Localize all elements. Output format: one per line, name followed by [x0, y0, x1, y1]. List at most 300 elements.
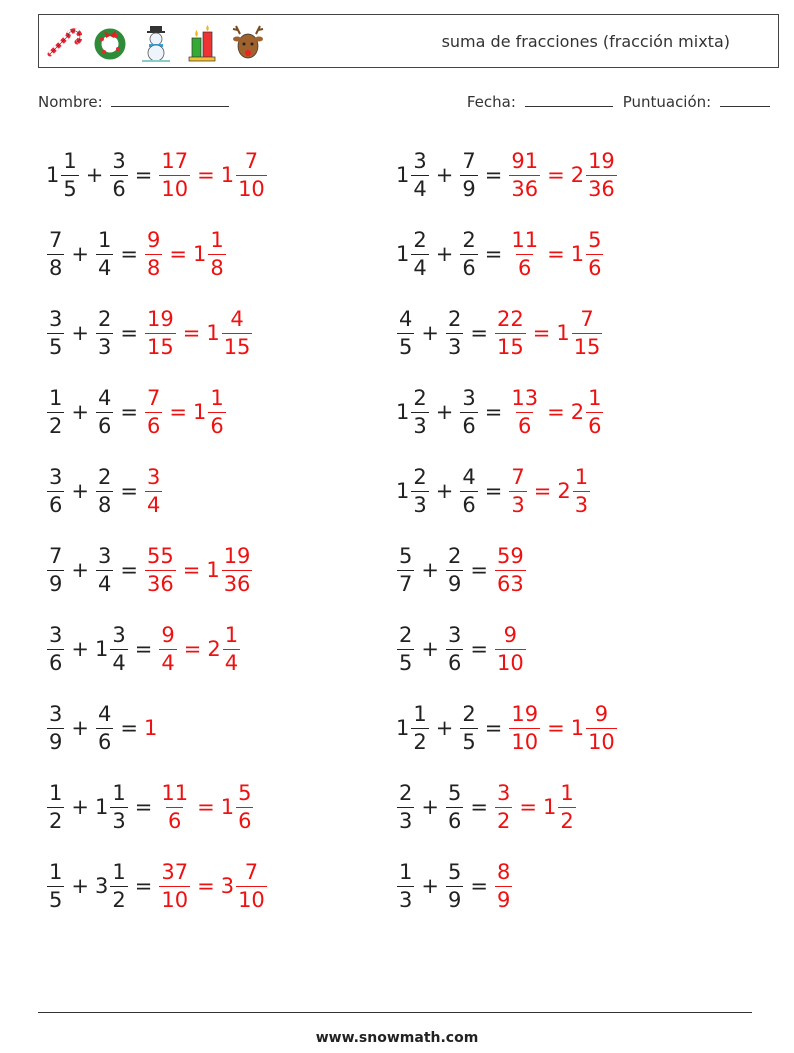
equals-sign: =: [120, 716, 138, 740]
addend-b: [459, 385, 478, 438]
fraction: [460, 148, 477, 201]
numerator: 1: [112, 780, 126, 805]
numerator: 55: [146, 543, 174, 568]
denominator: 6: [97, 729, 112, 754]
denominator: 5: [63, 176, 77, 201]
equals-sign: =: [484, 242, 503, 266]
answer-equals-sign: =: [197, 163, 215, 187]
answer-fraction: [495, 543, 526, 596]
fraction: [61, 148, 78, 201]
problem-item: [396, 772, 577, 842]
whole-number: 1: [396, 479, 410, 503]
numerator: 3: [112, 148, 126, 173]
whole-number: 3: [94, 874, 109, 898]
fraction: [397, 859, 414, 912]
plus-sign: +: [71, 795, 89, 819]
addend-a: [396, 780, 415, 833]
equals-sign: =: [120, 321, 138, 345]
addend-b: [95, 306, 114, 359]
numerator: 19: [511, 701, 539, 726]
denominator: 3: [112, 808, 126, 833]
fraction: [96, 306, 113, 359]
fraction: [96, 385, 113, 438]
plus-sign: +: [421, 795, 439, 819]
denominator: 36: [146, 571, 174, 596]
problem-item: [46, 614, 241, 684]
score-field: [623, 93, 770, 111]
addend-a: [46, 622, 65, 675]
problem-item: [46, 140, 268, 210]
answer-fraction: [159, 780, 190, 833]
fraction: [208, 385, 225, 438]
numerator: 1: [560, 780, 574, 805]
denominator: 3: [399, 887, 413, 912]
plus-sign: +: [435, 163, 454, 187]
denominator: 15: [496, 334, 524, 359]
addend-b: [459, 701, 478, 754]
date-line[interactable]: [525, 94, 613, 107]
whole-number: 1: [396, 242, 410, 266]
numerator: 5: [447, 780, 462, 805]
numerator: 22: [496, 306, 524, 331]
addend-b: [95, 385, 114, 438]
denominator: 63: [496, 571, 524, 596]
answer-fraction: [509, 148, 540, 201]
denominator: 6: [462, 255, 476, 280]
snowman-icon: [137, 23, 175, 63]
addend-a: [46, 780, 65, 833]
numerator: 4: [230, 306, 244, 331]
denominator: 9: [447, 887, 462, 912]
numerator: 1: [49, 385, 63, 410]
plus-sign: +: [71, 242, 89, 266]
fraction: [460, 227, 477, 280]
denominator: 15: [573, 334, 601, 359]
fraction: [47, 859, 64, 912]
answer-fraction: [145, 464, 162, 517]
answer-mixed-number: [570, 385, 605, 438]
numerator: 19: [223, 543, 251, 568]
numerator: 7: [580, 306, 594, 331]
addend-a: [396, 385, 430, 438]
numerator: 4: [97, 701, 112, 726]
answer-equals-sign: =: [197, 795, 215, 819]
denominator: 4: [112, 650, 126, 675]
date-field: [467, 93, 613, 111]
answer: [508, 385, 604, 438]
equals-sign: =: [120, 479, 138, 503]
problem-item: [396, 535, 527, 605]
answer-mixed-number: [220, 859, 268, 912]
addend-a: [46, 306, 65, 359]
numerator: 2: [97, 464, 112, 489]
denominator: 4: [413, 255, 427, 280]
answer-mixed-number: [207, 622, 241, 675]
numerator: 13: [511, 385, 539, 410]
fraction: [96, 227, 113, 280]
denominator: 6: [462, 413, 476, 438]
answer-mixed-number: [570, 227, 605, 280]
addend-b: [459, 227, 478, 280]
answer-fraction: [495, 306, 526, 359]
numerator: 9: [503, 622, 518, 647]
problem-item: [396, 693, 618, 763]
plus-sign: +: [71, 637, 89, 661]
numerator: 2: [413, 385, 427, 410]
denominator: 8: [210, 255, 224, 280]
answer-fraction: [145, 543, 176, 596]
addend-b: [94, 780, 129, 833]
denominator: 4: [224, 650, 239, 675]
problem-item: [396, 298, 603, 368]
whole-number: 1: [206, 558, 220, 582]
numerator: 3: [462, 385, 476, 410]
numerator: 5: [238, 780, 252, 805]
numerator: 19: [146, 306, 174, 331]
numerator: 91: [511, 148, 539, 173]
plus-sign: +: [71, 479, 89, 503]
fraction: [222, 306, 253, 359]
fraction: [47, 464, 64, 517]
answer-fraction: [509, 385, 540, 438]
numerator: 4: [97, 385, 112, 410]
denominator: 36: [223, 571, 251, 596]
addend-b: [445, 306, 464, 359]
addend-a: [396, 543, 415, 596]
answer-equals-sign: =: [197, 874, 215, 898]
name-label: Nombre:: [38, 93, 103, 111]
addend-b: [445, 622, 464, 675]
fraction: [96, 543, 113, 596]
denominator: 6: [238, 808, 252, 833]
footer-divider: [38, 1012, 752, 1013]
numerator: 1: [63, 148, 77, 173]
numerator: 2: [399, 780, 413, 805]
numerator: 7: [146, 385, 161, 410]
problem-item: [46, 377, 227, 447]
answer-equals-sign: =: [182, 558, 201, 582]
plus-sign: +: [421, 558, 439, 582]
numerator: 5: [447, 859, 462, 884]
fraction: [446, 543, 463, 596]
numerator: 2: [462, 701, 476, 726]
plus-sign: +: [71, 400, 89, 424]
equals-sign: =: [470, 637, 488, 661]
denominator: 2: [560, 808, 574, 833]
equals-sign: =: [134, 163, 153, 187]
plus-sign: +: [421, 637, 439, 661]
problem-item: [46, 298, 253, 368]
numerator: 3: [112, 622, 126, 647]
denominator: 5: [49, 887, 63, 912]
denominator: 15: [223, 334, 251, 359]
fraction: [110, 780, 127, 833]
denominator: 8: [146, 255, 161, 280]
numerator: 2: [97, 306, 112, 331]
denominator: 9: [447, 571, 462, 596]
denominator: 36: [588, 176, 615, 201]
answer: [144, 385, 227, 438]
answer-mixed-number: [556, 306, 603, 359]
wreath-icon: [91, 23, 129, 63]
answer-equals-sign: =: [169, 242, 187, 266]
numerator: 11: [511, 227, 539, 252]
addend-a: [46, 148, 80, 201]
denominator: 6: [447, 808, 462, 833]
numerator: 2: [447, 543, 462, 568]
numerator: 2: [462, 227, 476, 252]
numerator: 37: [161, 859, 189, 884]
addend-b: [459, 148, 478, 201]
denominator: 10: [588, 729, 615, 754]
plus-sign: +: [71, 874, 89, 898]
numerator: 1: [588, 385, 602, 410]
fraction: [47, 701, 64, 754]
answer-fraction: [145, 306, 176, 359]
denominator: 6: [49, 650, 63, 675]
equals-sign: =: [120, 400, 138, 424]
equals-sign: =: [484, 163, 503, 187]
answer-mixed-number: [192, 385, 227, 438]
denominator: 4: [97, 255, 112, 280]
numerator: 7: [511, 464, 525, 489]
answer: [508, 148, 617, 201]
fraction: [397, 543, 414, 596]
numerator: 5: [399, 543, 413, 568]
fraction: [110, 622, 127, 675]
denominator: 9: [49, 729, 63, 754]
plus-sign: +: [435, 479, 454, 503]
addend-a: [46, 701, 65, 754]
addend-b: [95, 543, 114, 596]
denominator: 4: [413, 176, 427, 201]
denominator: 2: [112, 887, 126, 912]
addend-b: [95, 701, 114, 754]
numerator: 3: [146, 464, 161, 489]
addend-b: [459, 464, 478, 517]
denominator: 3: [447, 334, 462, 359]
equals-sign: =: [134, 637, 153, 661]
worksheet-title: suma de fracciones (fracción mixta): [441, 32, 730, 51]
addend-a: [396, 306, 415, 359]
plus-sign: +: [71, 558, 89, 582]
equals-sign: =: [470, 874, 488, 898]
date-score-fields: [467, 93, 770, 111]
answer-fraction: [145, 227, 162, 280]
fraction: [411, 148, 428, 201]
answer-fraction: [509, 464, 526, 517]
addend-a: [396, 859, 415, 912]
whole-number: 1: [396, 400, 410, 424]
equals-sign: =: [470, 795, 488, 819]
answer: [144, 716, 158, 740]
answer-fraction: [495, 622, 526, 675]
plus-sign: +: [435, 716, 454, 740]
numerator: 1: [49, 780, 63, 805]
fraction: [47, 306, 64, 359]
fraction: [558, 780, 575, 833]
numerator: 2: [447, 306, 462, 331]
plus-sign: +: [435, 242, 454, 266]
plus-sign: +: [71, 321, 89, 345]
numerator: 3: [447, 622, 462, 647]
denominator: 10: [511, 729, 539, 754]
addend-b: [95, 464, 114, 517]
addend-b: [445, 780, 464, 833]
numerator: 9: [594, 701, 609, 726]
equals-sign: =: [134, 874, 153, 898]
denominator: 5: [399, 334, 413, 359]
numerator: 3: [49, 701, 63, 726]
denominator: 6: [518, 255, 532, 280]
fraction: [236, 859, 267, 912]
numerator: 3: [49, 306, 63, 331]
numerator: 1: [112, 859, 126, 884]
numerator: 2: [413, 227, 427, 252]
fraction: [96, 464, 113, 517]
whole-number: 3: [220, 874, 235, 898]
answer-fraction: [495, 780, 512, 833]
problem-item: [396, 614, 527, 684]
fraction: [586, 227, 603, 280]
denominator: 6: [462, 492, 476, 517]
denominator: 3: [413, 492, 427, 517]
fraction: [411, 385, 428, 438]
fraction: [460, 701, 477, 754]
fraction: [110, 859, 127, 912]
denominator: 4: [146, 492, 161, 517]
icon-strip: [45, 23, 267, 63]
answer-mixed-number: [570, 701, 618, 754]
numerator: 7: [244, 859, 259, 884]
answer-mixed-number: [220, 148, 268, 201]
answer-equals-sign: =: [547, 400, 565, 424]
numerator: 11: [161, 780, 189, 805]
plus-sign: +: [85, 163, 104, 187]
denominator: 15: [146, 334, 174, 359]
denominator: 2: [49, 413, 63, 438]
fraction: [397, 622, 414, 675]
score-line[interactable]: [720, 94, 770, 107]
fraction: [446, 859, 463, 912]
whole-number: 2: [570, 163, 585, 187]
answer-equals-sign: =: [547, 163, 565, 187]
numerator: 9: [161, 622, 175, 647]
answer-equals-sign: =: [183, 637, 202, 661]
addend-b: [445, 543, 464, 596]
answer-mixed-number: [206, 306, 253, 359]
fraction: [411, 701, 428, 754]
denominator: 10: [161, 176, 189, 201]
denominator: 8: [97, 492, 112, 517]
answer: [144, 227, 227, 280]
denominator: 4: [97, 571, 112, 596]
addend-a: [46, 543, 65, 596]
denominator: 10: [161, 887, 189, 912]
name-line[interactable]: [111, 94, 229, 107]
denominator: 2: [49, 808, 63, 833]
addend-b: [445, 859, 464, 912]
whole-number: 1: [220, 163, 235, 187]
numerator: 17: [161, 148, 189, 173]
numerator: 59: [496, 543, 524, 568]
date-label: Fecha:: [466, 93, 516, 111]
whole-number: 1: [94, 637, 109, 661]
addend-a: [46, 385, 65, 438]
fraction: [586, 385, 603, 438]
whole-number: 1: [46, 163, 60, 187]
answer-fraction: [159, 148, 190, 201]
denominator: 2: [413, 729, 427, 754]
name-field: [38, 93, 229, 111]
equals-sign: =: [120, 558, 138, 582]
whole-number: 1: [192, 400, 207, 424]
answer: [494, 859, 513, 912]
fraction: [446, 622, 463, 675]
fraction: [586, 148, 617, 201]
candy-cane-icon: [45, 23, 83, 63]
fraction: [236, 148, 267, 201]
answer-fraction: [495, 859, 512, 912]
whole-number: 1: [396, 716, 410, 740]
numerator: 1: [574, 464, 589, 489]
answer: [158, 859, 267, 912]
fraction: [460, 464, 477, 517]
fraction: [110, 148, 127, 201]
plus-sign: +: [421, 874, 439, 898]
plus-sign: +: [435, 400, 454, 424]
answer-mixed-number: [542, 780, 577, 833]
addend-b: [94, 859, 129, 912]
candles-icon: [183, 23, 221, 63]
denominator: 5: [49, 334, 63, 359]
denominator: 5: [399, 650, 413, 675]
whole-number: 1: [570, 242, 585, 266]
answer: [158, 148, 267, 201]
numerator: 4: [399, 306, 413, 331]
denominator: 9: [49, 571, 63, 596]
problem-item: [46, 535, 253, 605]
numerator: 9: [146, 227, 161, 252]
fraction: [446, 780, 463, 833]
whole-number: 2: [557, 479, 571, 503]
answer: [158, 780, 254, 833]
denominator: 10: [238, 176, 265, 201]
denominator: 10: [238, 887, 265, 912]
fraction: [47, 543, 64, 596]
numerator: 1: [97, 227, 112, 252]
answer-equals-sign: =: [532, 321, 551, 345]
equals-sign: =: [120, 242, 138, 266]
whole-number: 1: [556, 321, 570, 345]
numerator: 1: [49, 859, 63, 884]
numerator: 3: [496, 780, 511, 805]
denominator: 6: [447, 650, 462, 675]
equals-sign: =: [134, 795, 153, 819]
denominator: 9: [462, 176, 476, 201]
reindeer-icon: [229, 23, 267, 63]
numerator: 2: [399, 622, 413, 647]
addend-a: [396, 701, 430, 754]
answer-equals-sign: =: [547, 242, 565, 266]
denominator: 6: [146, 413, 161, 438]
whole-number: 1: [220, 795, 235, 819]
answer-equals-sign: =: [519, 795, 537, 819]
fraction: [411, 464, 428, 517]
answer: [158, 622, 241, 675]
numerator: 5: [588, 227, 602, 252]
answer-fraction: [509, 227, 540, 280]
